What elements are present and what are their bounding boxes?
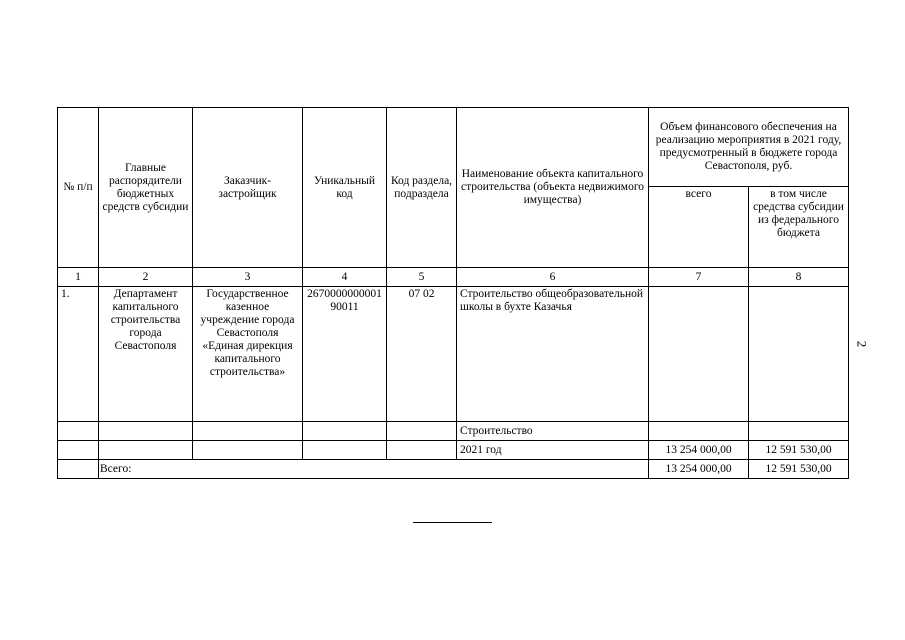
header-num: № п/п	[58, 108, 99, 268]
closing-rule	[413, 522, 492, 523]
header-federal: в том числе средства субсидии из федерального бюджета	[749, 187, 849, 268]
col-number: 1	[58, 268, 99, 287]
col-number: 6	[457, 268, 649, 287]
empty-cell	[303, 422, 387, 441]
empty-cell	[58, 460, 99, 479]
col-number: 4	[303, 268, 387, 287]
row-unique-code: 267000000000190011	[303, 287, 387, 422]
header-managers: Главные распорядители бюджетных средств субсидии	[99, 108, 193, 268]
empty-cell	[649, 422, 749, 441]
empty-cell	[193, 441, 303, 460]
row-total-empty	[649, 287, 749, 422]
row-section-code: 07 02	[387, 287, 457, 422]
col-number: 5	[387, 268, 457, 287]
header-customer: Заказчик-застройщик	[193, 108, 303, 268]
header-object-name: Наименование объекта капитального строительства (объекта недвижимого имущества)	[457, 108, 649, 268]
column-number-row	[58, 268, 849, 287]
page-number: 2	[854, 340, 870, 348]
empty-cell	[99, 441, 193, 460]
empty-cell	[58, 441, 99, 460]
row-year-total: 13 254 000,00	[649, 441, 749, 460]
header-finance-group: Объем финансового обеспечения на реализацию мероприятия в 2021 году, предусмотренный в бюджете города Севастополя, руб.	[649, 108, 849, 187]
col-number: 8	[749, 268, 849, 287]
header-section-code: Код раздела, подраздела	[387, 108, 457, 268]
col-number: 2	[99, 268, 193, 287]
empty-cell	[387, 441, 457, 460]
total-federal: 12 591 530,00	[749, 460, 849, 479]
row-construction-label: Строительство	[457, 422, 649, 441]
col-number: 7	[649, 268, 749, 287]
total-row	[58, 460, 849, 479]
header-total: всего	[649, 187, 749, 268]
empty-cell	[303, 441, 387, 460]
total-sum: 13 254 000,00	[649, 460, 749, 479]
row-year-label: 2021 год	[457, 441, 649, 460]
empty-cell	[99, 422, 193, 441]
empty-cell	[749, 422, 849, 441]
table-row	[58, 422, 849, 441]
row-manager: Департамент капитального строительства города Севастополя	[99, 287, 193, 422]
total-label: Всего:	[99, 460, 649, 479]
table-row	[58, 287, 849, 422]
row-federal-empty	[749, 287, 849, 422]
empty-cell	[58, 422, 99, 441]
finance-table	[57, 107, 849, 479]
row-customer: Государственное казенное учреждение города Севастополя «Единая дирекция капитального строительства»	[193, 287, 303, 422]
table-row	[58, 441, 849, 460]
header-row	[58, 108, 849, 187]
col-number: 3	[193, 268, 303, 287]
row-object: Строительство общеобразовательной школы в бухте Казачья	[457, 287, 649, 422]
empty-cell	[193, 422, 303, 441]
empty-cell	[387, 422, 457, 441]
row-num: 1.	[58, 287, 99, 422]
header-unique-code: Уникальный код	[303, 108, 387, 268]
row-year-federal: 12 591 530,00	[749, 441, 849, 460]
